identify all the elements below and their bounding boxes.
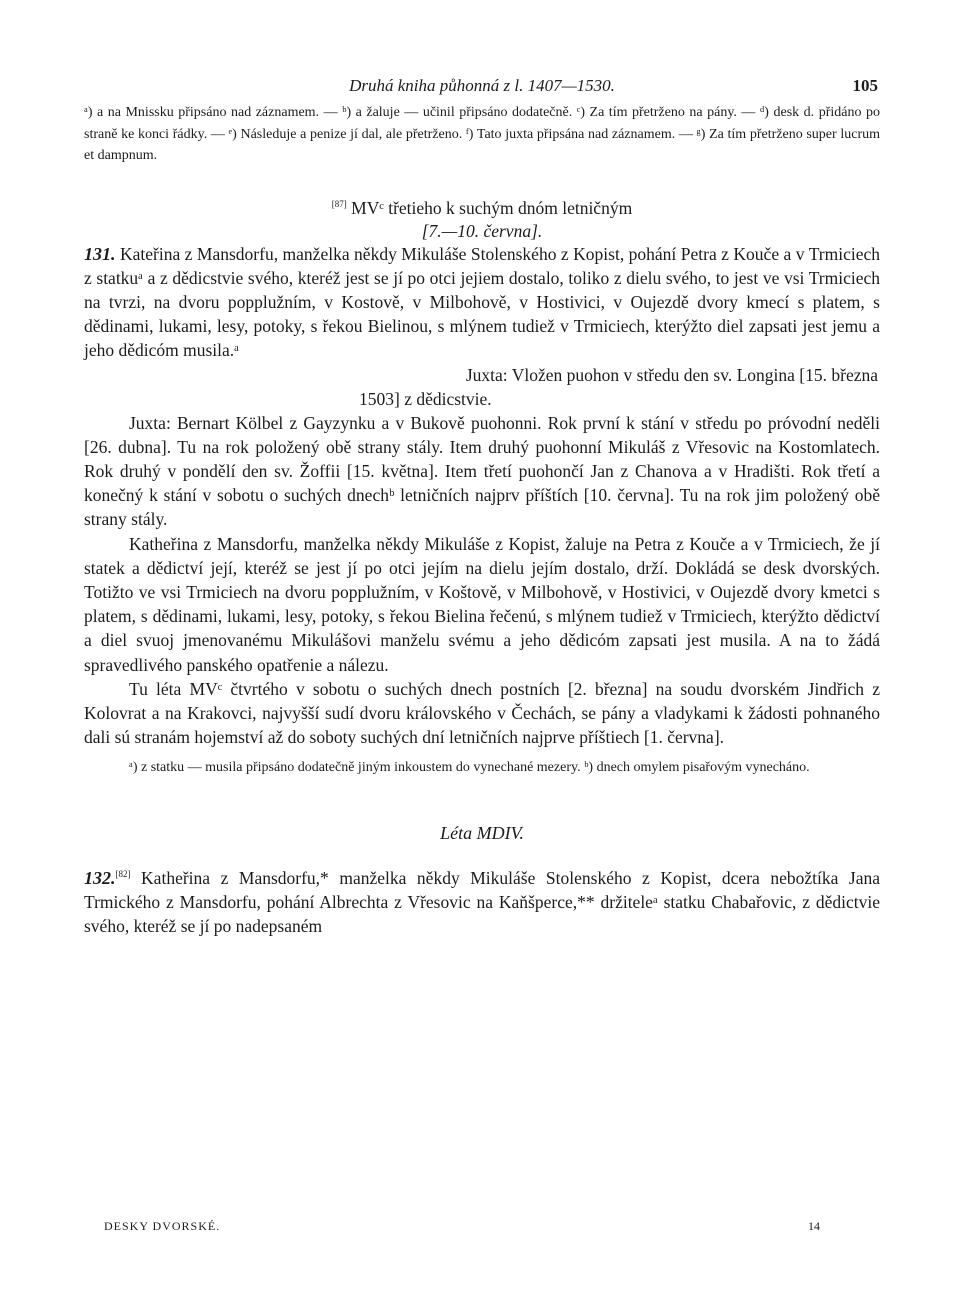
juxta-note-1-line2: 1503] z dědicstvie. (359, 388, 492, 409)
page-number: 105 (852, 76, 878, 95)
heading-main: MVᶜ třetieho k suchým dnóm letničným (351, 197, 633, 218)
juxta-note-1-line1: Juxta: Vložen puohon v středu den sv. Longina [15. března (465, 364, 878, 385)
entry-text: Katheřina z Mansdorfu,* manželka někdy Mikuláše Stolenského z Kopist, dcera nebožtíka Jana Trmického z Mansdorfu, pohání Albrechta z Vřesovic na Kaňšperce,** držiteleᵃ statku Chabařovic, z dědictvie svého, kteréž se jí po nadepsaném (84, 867, 880, 937)
juxta-note-2: Juxta: Bernart Kölbel z Gayzynku a v Bukově puohonni. Rok první k stání v středu po próvodní neděli [26. dubna]. Tu na rok položený obě strany stály. Item druhý puohonní Mikuláš z Vřesovic na Kostomlatech. Rok druhý v pondělí den sv. Žoffii [15. května]. Item třetí puohončí Jan z Chanova a v Hradišti. Rok třetí a konečný k stání v sobotu o suchých dnechᵇ letničních najprv příštích [10. června]. Tu na rok jim položený obě strany stály. (84, 412, 880, 530)
entry-132-text (84, 866, 880, 939)
section-heading: Léta MDIV. (440, 822, 524, 843)
signature-label: DESKY DVORSKÉ. (104, 1219, 221, 1233)
signature-number: 14 (808, 1219, 820, 1233)
top-footnotes: ᵃ) a na Mnissku připsáno nad záznamem. — ᵇ) a žaluje — učinil připsáno dodatečně. ᶜ) Za tím přetrženo na pány. — ᵈ) desk d. přidáno po straně ke konci řádky. — ᵉ) Následuje a penize jí dal, ale přetrženo. ᶠ) Tato juxta připsána nad záznamem. — ᵍ) Za tím přetrženo super lucrum et dampnum. (84, 105, 880, 163)
entry-131-footnotes: ᵃ) z statku — musila připsáno dodatečně jiným inkoustem do vynechané mezery. ᵇ) dnech omylem pisařovým vynecháno. (129, 760, 810, 776)
heading-marker: [87] (331, 198, 347, 209)
entry-number: 131. (84, 243, 116, 264)
page-header (84, 70, 880, 102)
entry-number: 132. (84, 867, 116, 888)
ruling-paragraph: Tu léta MVᶜ čtvrtého v sobotu o suchých dnech postních [2. března] na soudu dvorském Jindřich z Kolovrat a na Krakovci, najvyšší sudí dvoru královského v Čechách, se pány a vladykami k žádosti pohnaného dali sú stranám hojemství až do soboty suchých dní letničních najprve příštiech [1. června]. (84, 678, 880, 748)
heading-date: [7.—10. června]. (421, 220, 543, 241)
juxta-note-1 (84, 363, 880, 387)
entry-131-heading (84, 197, 880, 220)
complaint-paragraph: Katheřina z Mansdorfu, manželka někdy Mikuláše z Kopist, žaluje na Petra z Kouče a v Trmiciech, že jí statek a dědictví její, kteréž se jest jí po otci jejím na dielu jejím dostalo, drží. Dokládá se desk dvorských. Totižto ve vsi Trmiciech na dvoru popplužním, v Koštově, v Milbohově, v Hostivici, v Oujezdě dvory kmetci s platem, s dědinami, lukami, lesy, potoky, s řekou Bielina řečenú, s mlýnem tudiež v Trmiciech, kterýžto dědictví a diel svuoj jmenovanému Mikulášovi manželu svému a jeho dědicóm zapsati jest musila. A na to žádá spravedlivého panského opatřenie a nálezu. (84, 533, 880, 675)
page-footer (104, 1219, 820, 1234)
entry-text: Kateřina z Mansdorfu, manželka někdy Mikuláše Stolenského z Kopist, pohání Petra z Kouče a v Trmiciech z statkuᵃ a z dědicstvie svého, kteréž jest se jí po otci jejiem dostalo, toliko z dielu svého, to jest ve vsi Trmiciech na tvrzi, na dvoru popplužním, v Kostově, v Milbohově, v Hostivici, v Oujezdě dvory kmecí s platem, s dědinami, lukami, lesy, potoky, s řekou Bielinou, s mlýnem tudiež v Trmiciech, kterýžto diel zapsati jest jemu a jeho dědicóm musila.ᵃ (84, 243, 880, 361)
document-page (84, 70, 880, 938)
entry-marker: [82] (115, 869, 131, 880)
running-title: Druhá kniha půhonná z l. 1407—1530. (349, 76, 615, 95)
entry-131-text (84, 242, 880, 363)
